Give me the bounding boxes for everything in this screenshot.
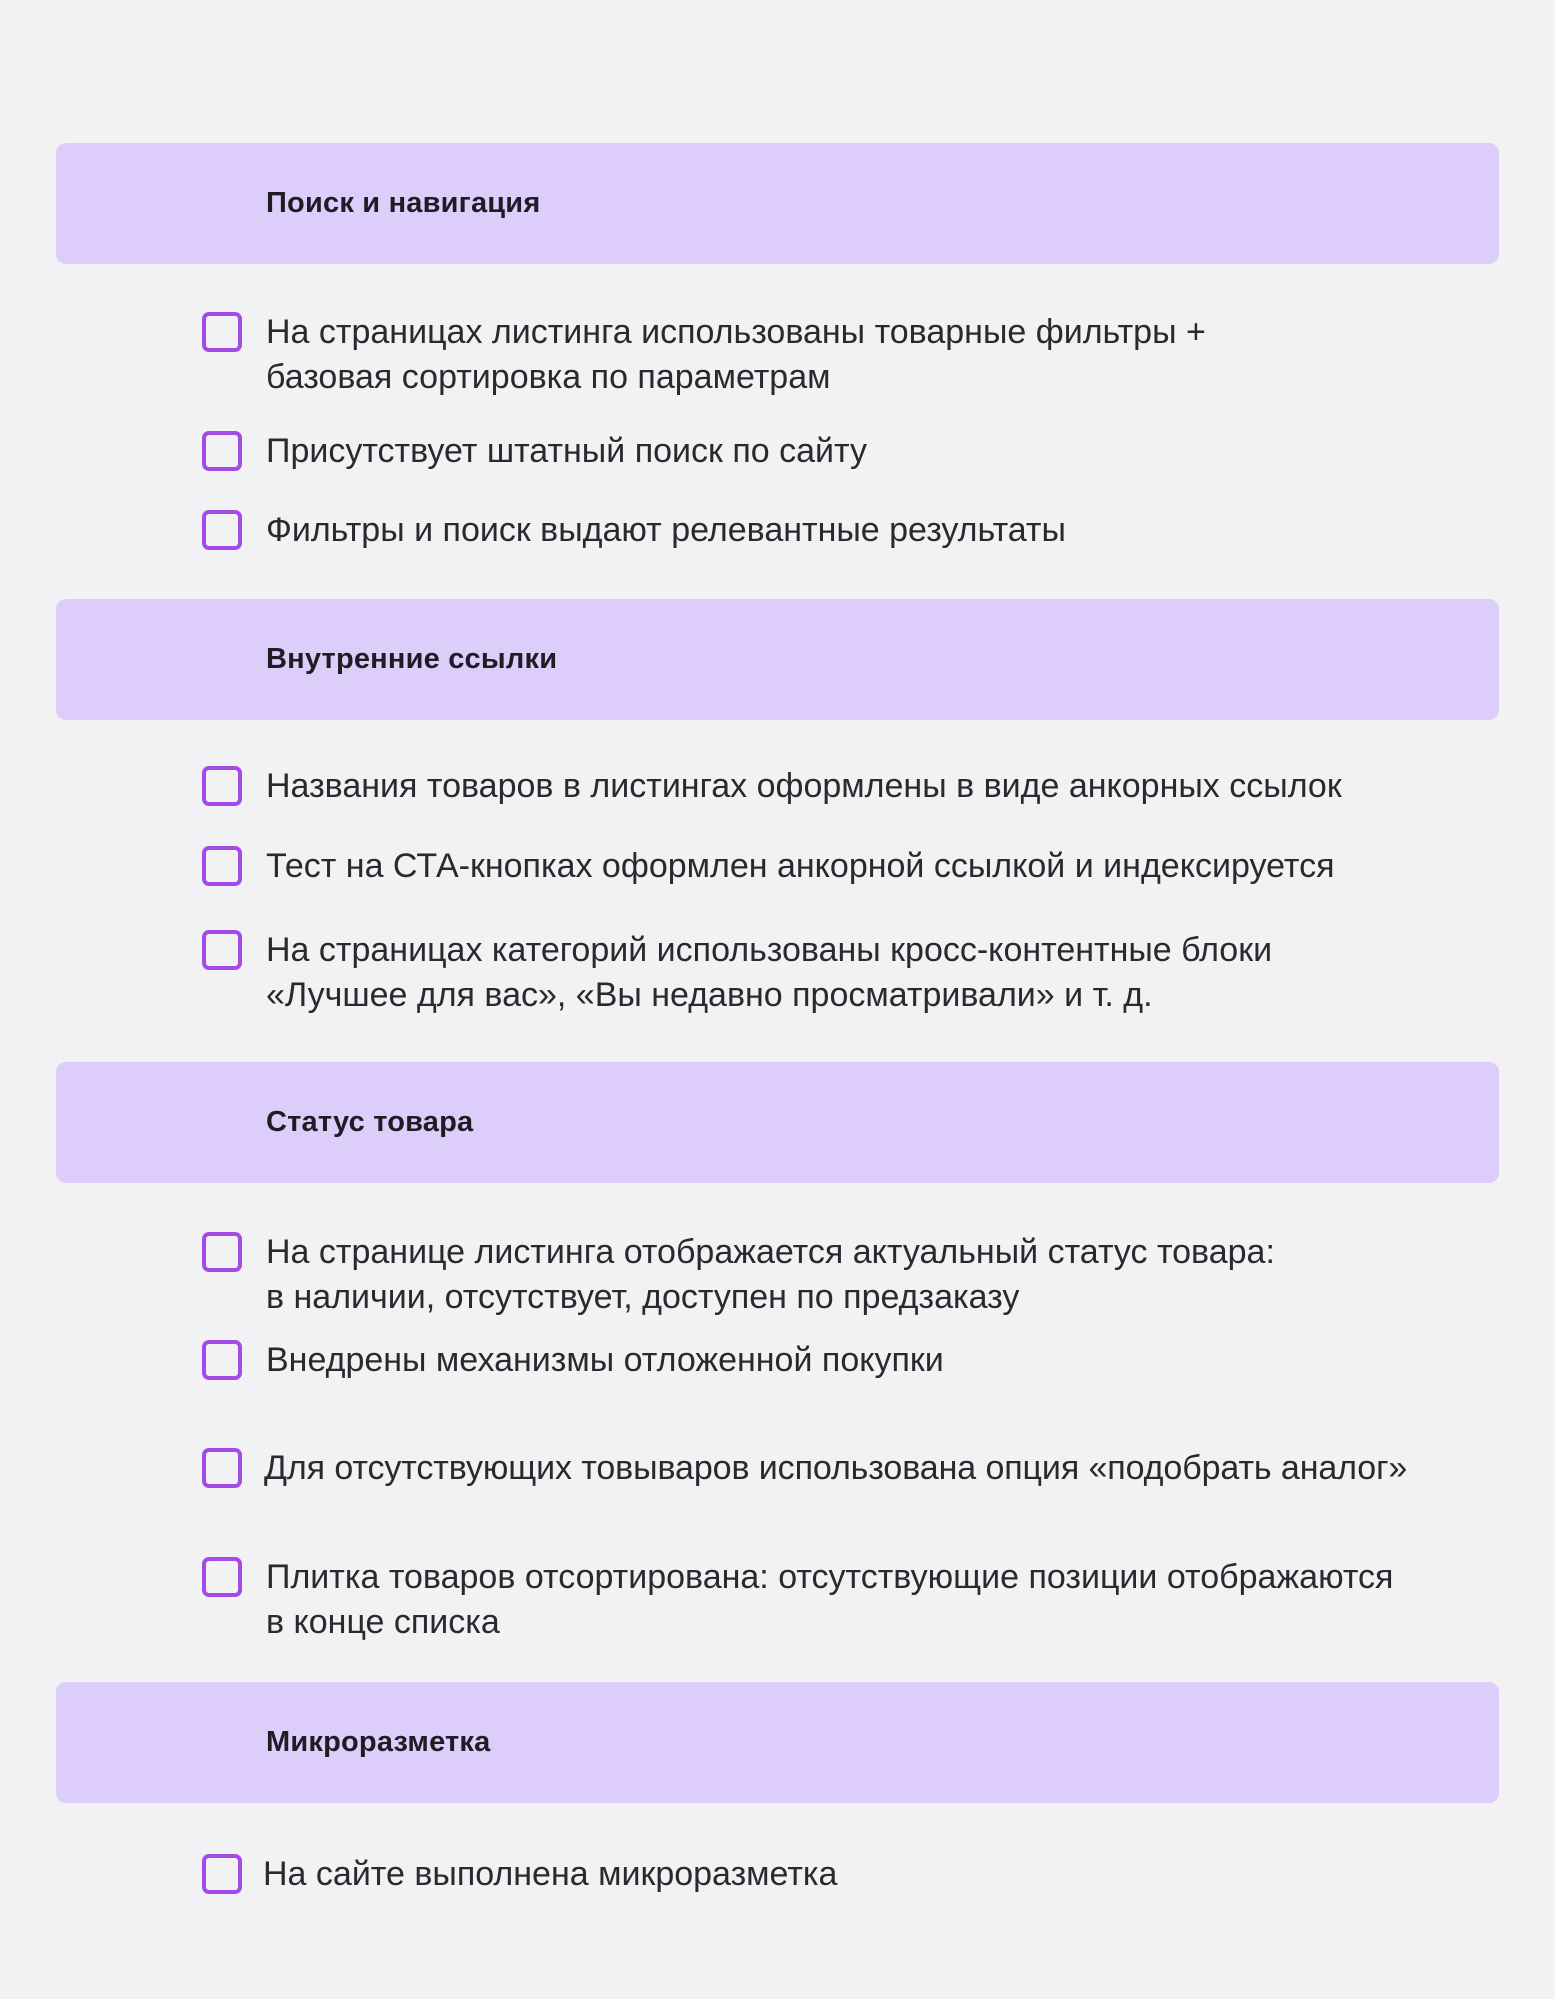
checkbox[interactable]: [202, 1232, 242, 1272]
checklist-item-text: На страницах листинга использованы товарные фильтры + базовая сортировка по параметрам: [266, 313, 1206, 396]
checkbox[interactable]: [202, 431, 242, 471]
checklist-item-text: Названия товаров в листингах оформлены в виде анкорных ссылок: [266, 767, 1342, 805]
checkbox[interactable]: [202, 312, 242, 352]
checklist-item-text: Плитка товаров отсортирована: отсутствующие позиции отображаются в конце списка: [266, 1558, 1394, 1641]
section-header-product-status: [56, 1062, 1499, 1183]
checklist-item-text: Внедрены механизмы отложенной покупки: [266, 1341, 944, 1379]
section-title: Поиск и навигация: [266, 187, 541, 219]
checklist-item-text: Присутствует штатный поиск по сайту: [266, 432, 867, 470]
section-header-microdata: [56, 1682, 1499, 1803]
checkbox[interactable]: [202, 1448, 242, 1488]
checklist-item-text: На странице листинга отображается актуальный статус товара: в наличии, отсутствует, доступен по предзаказу: [266, 1233, 1275, 1316]
section-header-search-navigation: [56, 143, 1499, 264]
checklist-item-text: На страницах категорий использованы кросс-контентные блоки «Лучшее для вас», «Вы недавно просматривали» и т. д.: [266, 931, 1273, 1014]
checkbox[interactable]: [202, 930, 242, 970]
checklist-item-text: Фильтры и поиск выдают релевантные результаты: [266, 511, 1066, 549]
checkbox[interactable]: [202, 1340, 242, 1380]
section-title: Внутренние ссылки: [266, 643, 558, 675]
section-title: Микроразметка: [266, 1726, 491, 1758]
checkbox[interactable]: [202, 1854, 242, 1894]
checkbox[interactable]: [202, 766, 242, 806]
checklist-item-text: Тест на СТА-кнопках оформлен анкорной ссылкой и индексируется: [266, 847, 1335, 885]
section-header-internal-links: [56, 599, 1499, 720]
section-title: Статус товара: [266, 1106, 474, 1138]
checkbox[interactable]: [202, 510, 242, 550]
checklist-item-text: Для отсутствующих товываров использована опция «подобрать аналог»: [264, 1449, 1408, 1487]
checkbox[interactable]: [202, 1557, 242, 1597]
checkbox[interactable]: [202, 846, 242, 886]
checklist-item-text: На сайте выполнена микроразметка: [263, 1855, 838, 1893]
